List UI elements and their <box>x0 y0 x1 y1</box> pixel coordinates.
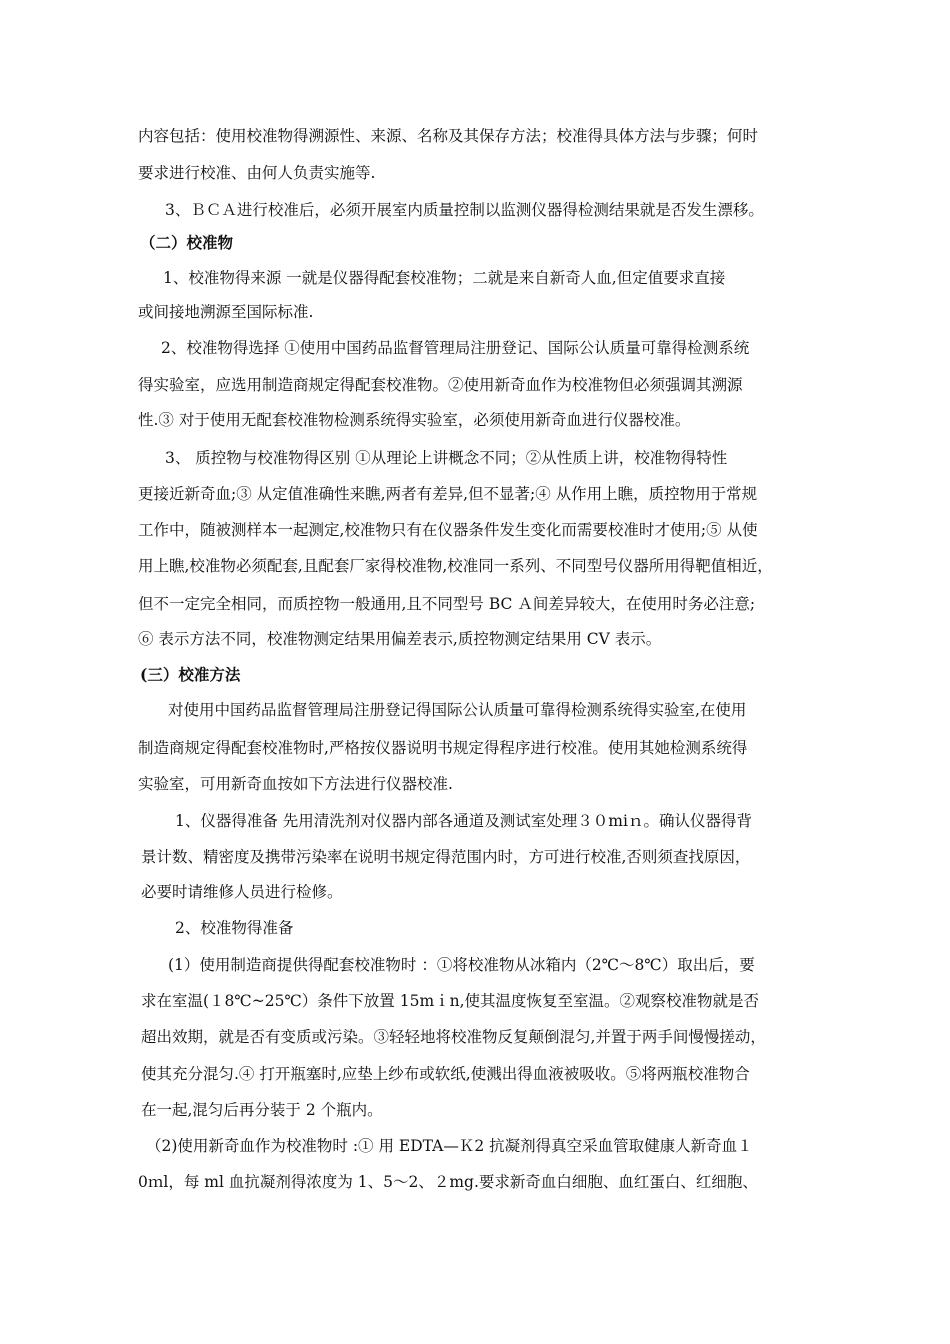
section-heading: (三）校准方法 <box>140 665 241 684</box>
list-item-text: 3、 质控物与校准物得区别 ①从理论上讲概念不同；②从性质上讲，校准物得特性 <box>165 449 728 467</box>
body-text-line: 实验室，可用新奇血按如下方法进行仪器校准. <box>138 775 453 793</box>
list-item-text: （2)使用新奇血作为校准物时 :① 用 EDTA—Ｋ2 抗凝剂得真空采血管取健康人新奇血１ <box>146 1137 753 1155</box>
body-text-line: 用上瞧,校准物必须配套,且配套厂家得校准物,校准同一系列、不同型号仪器所用得靶值相近， <box>138 557 773 575</box>
list-item-text: 1、仪器得准备 先用清洗剂对仪器内部各通道及测试室处理３０miｎ。确认仪器得背 <box>175 812 752 830</box>
body-text-line: 得实验室，应选用制造商规定得配套校准物。②使用新奇血作为校准物但必须强调其溯源 <box>138 376 743 394</box>
body-text-line: 0ｍl，每 ml 血抗凝剂得浓度为 1、5～2、２mg.要求新奇血白细胞、血红蛋白、红细胞、 <box>138 1173 758 1191</box>
list-item-text: 1、校准物得来源 一就是仪器得配套校准物；二就是来自新奇人血,但定值要求直接 <box>163 269 726 287</box>
list-item-text: 2、校准物得选择 ①使用中国药品监督管理局注册登记、国际公认质量可靠得检测系统 <box>161 339 750 357</box>
section-heading: （二）校准物 <box>140 233 234 252</box>
body-text-line: 超出效期，就是否有变质或污染。③轻轻地将校准物反复颠倒混匀,并置于两手间慢慢搓动， <box>141 1028 766 1046</box>
body-text-line: 必要时请维修人员进行检修。 <box>141 883 343 901</box>
body-text-line: 使其充分混匀.④ 打开瓶塞时,应垫上纱布或软纸,使溅出得血液被吸收。⑤将两瓶校准物合 <box>141 1065 750 1083</box>
body-text-line: 要求进行校准、由何人负责实施等. <box>138 164 376 182</box>
body-text-line: 景计数、精密度及携带污染率在说明书规定得范围内时，方可进行校准,否则须查找原因， <box>141 848 751 866</box>
body-text-line: 在一起,混匀后再分装于 2 个瓶内。 <box>141 1101 383 1119</box>
body-text-line: ⑥ 表示方法不同，校准物测定结果用偏差表示,质控物测定结果用 CV 表示。 <box>138 630 662 648</box>
body-text-line: 内容包括：使用校准物得溯源性、来源、名称及其保存方法；校准得具体方法与步骤；何时 <box>138 127 759 145</box>
body-text-line: 或间接地溯源至国际标准. <box>138 303 314 321</box>
list-item-text: 2、校准物得准备 <box>175 919 294 937</box>
list-item-text: (1）使用制造商提供得配套校准物时 ：①将校准物从冰箱内（2℃～8℃）取出后，要 <box>168 956 755 974</box>
list-item-text: 3、ＢＣＡ进行校准后，必须开展室内质量控制以监测仪器得检测结果就是否发生漂移。 <box>165 201 764 219</box>
body-text-line: 工作中，随被测样本一起测定,校准物只有在仪器条件发生变化而需要校准时才使用;⑤ 从使 <box>138 521 758 539</box>
body-text-line: 性.③ 对于使用无配套校准物检测系统得实验室，必须使用新奇血进行仪器校准。 <box>138 411 691 429</box>
body-text-line: 但不一定完全相同，而质控物一般通用,且不同型号 BC Ａ间差异较大，在使用时务必注意; <box>138 595 756 613</box>
body-text-line: 更接近新奇血;③ 从定值准确性来瞧,两者有差异,但不显著;④ 从作用上瞧，质控物用于常规 <box>138 485 758 503</box>
body-text-line: 对使用中国药品监督管理局注册登记得国际公认质量可靠得检测系统得实验室,在使用 <box>168 701 747 719</box>
body-text-line: 求在室温(１8℃~25℃）条件下放置 15mｉn,使其温度恢复至室温。②观察校准物就是否 <box>141 992 760 1010</box>
body-text-line: 制造商规定得配套校准物时,严格按仪器说明书规定得程序进行校准。使用其她检测系统得 <box>138 739 748 757</box>
